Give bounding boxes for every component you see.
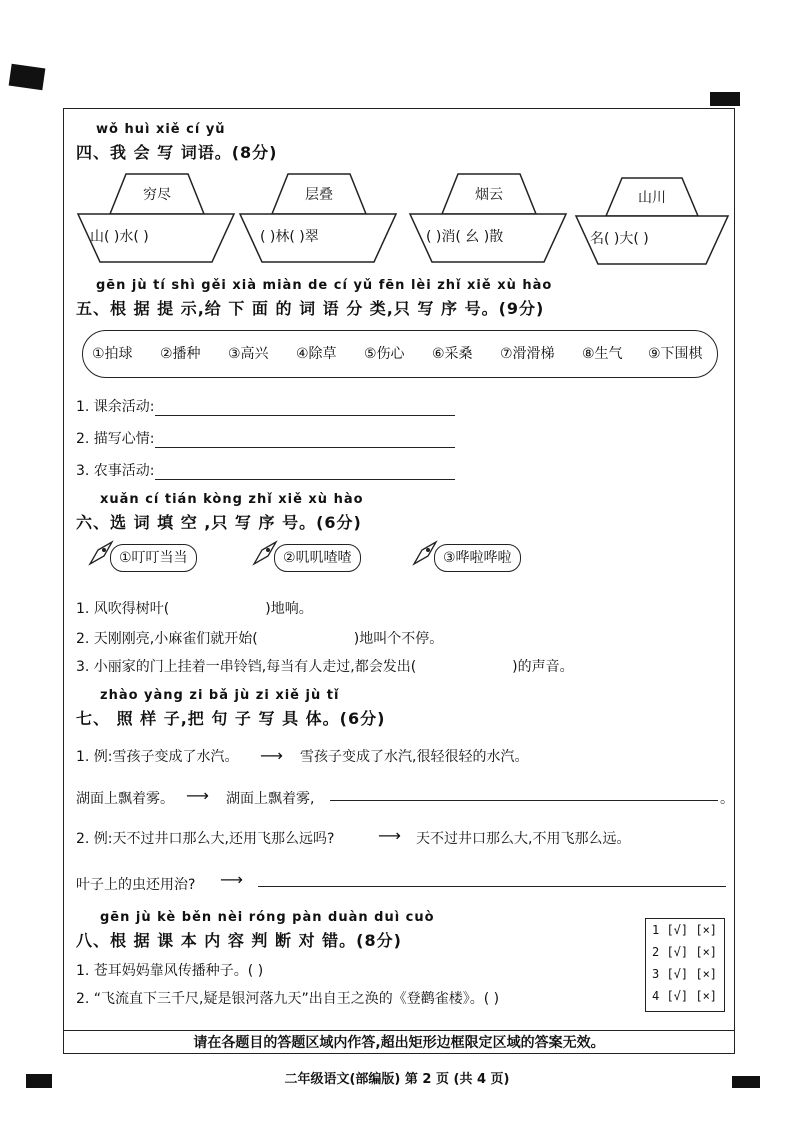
- choice-3-label: ③哗啦哗啦: [434, 544, 521, 572]
- fill-q1-end: )地响。: [265, 601, 313, 617]
- boat-1: [76, 170, 236, 266]
- scan-mark-top-left: [9, 64, 46, 91]
- sec4-title: 四、我 会 写 词语。(8分): [76, 143, 278, 162]
- classify-line-1: [76, 396, 455, 416]
- boat-1-blanks[interactable]: 山( )水( ): [90, 229, 149, 245]
- option-9: ⑨下围棋: [648, 346, 703, 362]
- boat-2-top-word: 层叠: [305, 187, 333, 203]
- sec5-title: 五、根 据 提 示,给 下 面 的 词 语 分 类,只 写 序 号。(9分): [76, 299, 545, 318]
- rewrite-1-left: 湖面上飘着雾。: [76, 791, 174, 807]
- sec7-pinyin: zhào yàng zi bǎ jù zi xiě jù tǐ: [100, 688, 340, 703]
- option-1: ①拍球: [92, 346, 133, 362]
- option-4: ④除草: [296, 346, 337, 362]
- classify-label-1: 1. 课余活动:: [76, 399, 155, 415]
- classify-line-2: [76, 428, 455, 448]
- example-1-left: 1. 例:雪孩子变成了水汽。: [76, 749, 239, 765]
- arrow-right-icon: ⟶: [260, 746, 283, 765]
- rewrite-2-answer-line[interactable]: [258, 886, 726, 887]
- sec5-pinyin: gēn jù tí shì gěi xià miàn de cí yǔ fēn lèi zhǐ xiě xù hào: [96, 278, 553, 293]
- option-8: ⑧生气: [582, 346, 623, 362]
- option-5: ⑤伤心: [364, 346, 405, 362]
- option-6: ⑥采桑: [432, 346, 473, 362]
- classify-label-2: 2. 描写心情:: [76, 431, 155, 447]
- tf-row-4[interactable]: 4 [√] [×]: [652, 989, 718, 1003]
- fill-q3-end: )的声音。: [512, 659, 574, 675]
- classify-answer-2[interactable]: [155, 433, 455, 448]
- page-footer: 二年级语文(部编版) 第 2 页 (共 4 页): [284, 1072, 510, 1087]
- boat-3-top-word: 烟云: [475, 187, 503, 203]
- classify-answer-3[interactable]: [155, 465, 455, 480]
- fill-q2-end: )地叫个不停。: [353, 631, 444, 647]
- boat-4-top-word: 山川: [638, 190, 666, 206]
- sec6-pinyin: xuǎn cí tián kòng zhǐ xiě xù hào: [100, 492, 364, 507]
- judge-q2[interactable]: 2. “飞流直下三千尺,疑是银河落九天”出自王之涣的《登鹳雀楼》。( ): [76, 991, 500, 1007]
- sec6-title: 六、选 词 填 空 ,只 写 序 号。(6分): [76, 513, 362, 532]
- sec7-title: 七、 照 样 子,把 句 子 写 具 体。(6分): [76, 709, 386, 728]
- boat-2-blanks[interactable]: ( )林( )翠: [260, 229, 319, 245]
- boat-4: [574, 174, 730, 270]
- arrow-right-icon: ⟶: [220, 870, 243, 889]
- scan-mark-top-right: [710, 92, 740, 106]
- fill-q1-text: 1. 风吹得树叶(: [76, 601, 170, 617]
- classify-answer-1[interactable]: [155, 401, 455, 416]
- judge-q1[interactable]: 1. 苍耳妈妈靠风传播种子。( ): [76, 963, 264, 979]
- rewrite-2-left: 叶子上的虫还用治?: [76, 877, 196, 893]
- choice-1-label: ①叮叮当当: [110, 544, 197, 572]
- rewrite-1-answer-line[interactable]: [330, 800, 718, 801]
- boat-3: [408, 170, 568, 266]
- classify-label-3: 3. 农事活动:: [76, 463, 155, 479]
- option-7: ⑦滑滑梯: [500, 346, 555, 362]
- tf-row-1[interactable]: 1 [√] [×]: [652, 923, 718, 937]
- boat-1-top-word: 穷尽: [143, 187, 171, 203]
- sec8-pinyin: gēn jù kè běn nèi róng pàn duàn duì cuò: [100, 910, 435, 925]
- fill-q2-text: 2. 天刚刚亮,小麻雀们就开始(: [76, 631, 258, 647]
- rewrite-1-right: 湖面上飘着雾,: [226, 791, 315, 807]
- example-2-right: 天不过井口那么大,不用飞那么远。: [416, 831, 631, 847]
- answer-area-notice: 请在各题目的答题区域内作答,超出矩形边框限定区域的答案无效。: [63, 1030, 735, 1055]
- fill-q1: [76, 598, 313, 618]
- rewrite-1-end-mark: 。: [720, 791, 734, 807]
- example-1-right: 雪孩子变成了水汽,很轻很轻的水汽。: [300, 749, 529, 765]
- arrow-right-icon: ⟶: [186, 786, 209, 805]
- arrow-right-icon: ⟶: [378, 826, 401, 845]
- tf-row-3[interactable]: 3 [√] [×]: [652, 967, 718, 981]
- example-2-left: 2. 例:天不过井口那么大,还用飞那么远吗?: [76, 831, 335, 847]
- fill-q3: [76, 656, 574, 676]
- boat-3-blanks[interactable]: ( )消( 幺 )散: [426, 229, 504, 245]
- true-false-answer-box: [645, 918, 725, 1012]
- sec8-title: 八、根 据 课 本 内 容 判 断 对 错。(8分): [76, 931, 402, 950]
- fill-q2: [76, 628, 443, 648]
- option-2: ②播种: [160, 346, 201, 362]
- boat-4-blanks[interactable]: 名( )大( ): [590, 231, 649, 247]
- boat-2: [238, 170, 398, 266]
- option-3: ③高兴: [228, 346, 269, 362]
- sec4-pinyin: wǒ huì xiě cí yǔ: [96, 122, 226, 137]
- fill-q3-text: 3. 小丽家的门上挂着一串铃铛,每当有人走过,都会发出(: [76, 659, 417, 675]
- choice-2-label: ②叽叽喳喳: [274, 544, 361, 572]
- classify-line-3: [76, 460, 455, 480]
- tf-row-2[interactable]: 2 [√] [×]: [652, 945, 718, 959]
